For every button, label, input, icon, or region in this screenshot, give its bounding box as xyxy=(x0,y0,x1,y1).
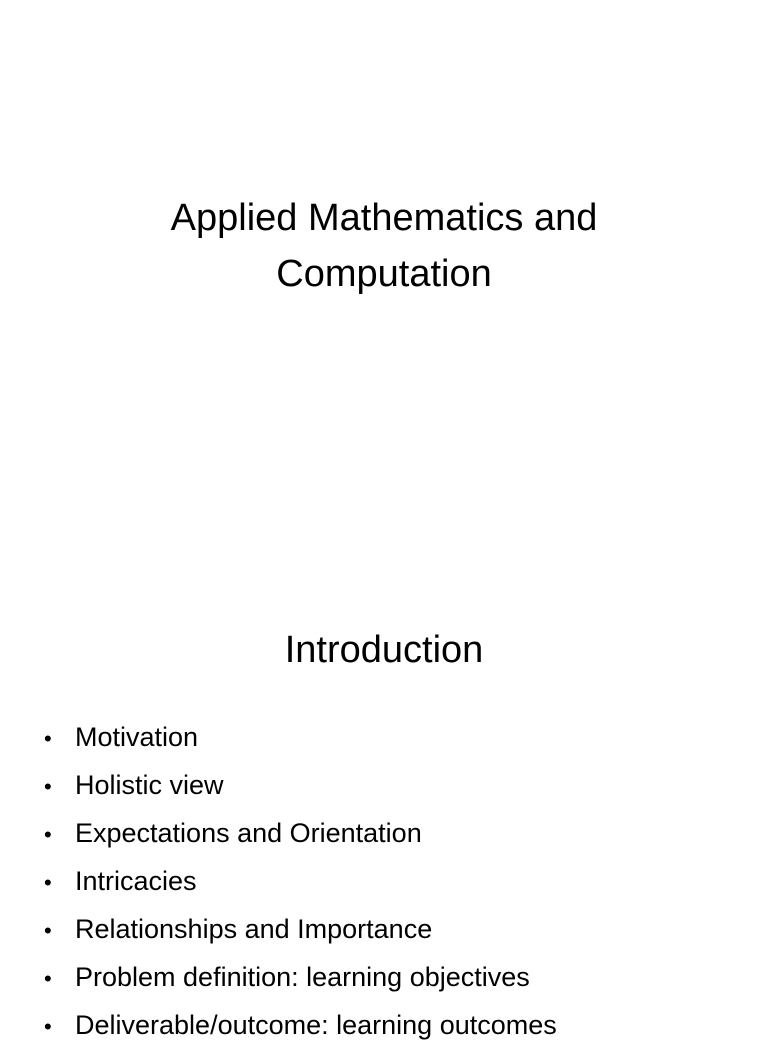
slide-title: Applied Mathematics and Computation xyxy=(170,197,598,295)
bullet-point-icon: • xyxy=(44,966,52,991)
bullet-text: Motivation xyxy=(75,722,199,752)
bullet-text: Intricacies xyxy=(75,866,197,896)
bullet-point-icon: • xyxy=(44,774,52,799)
bullet-item xyxy=(44,954,557,1002)
bullet-text: Relationships and Importance xyxy=(75,914,433,944)
bullet-item xyxy=(44,762,557,810)
bullet-point-icon: • xyxy=(44,870,52,895)
bullet-text: Problem definition: learning objectives xyxy=(75,962,530,992)
bullet-item xyxy=(44,714,557,762)
bullet-point-icon: • xyxy=(44,1014,52,1039)
bullet-item xyxy=(44,1002,557,1050)
bullet-point-icon: • xyxy=(44,822,52,847)
bullet-text: Deliverable/outcome: learning outcomes xyxy=(75,1010,557,1040)
bullet-text: Expectations and Orientation xyxy=(75,818,422,848)
bullet-item xyxy=(44,810,557,858)
bullet-point-icon: • xyxy=(44,918,52,943)
bullet-item xyxy=(44,906,557,954)
bullet-item xyxy=(44,858,557,906)
bullet-point-icon: • xyxy=(44,726,52,751)
slide-title: Introduction xyxy=(284,629,484,671)
bullet-list xyxy=(44,714,557,1050)
bullet-text: Holistic view xyxy=(75,770,224,800)
introduction-slide xyxy=(0,576,768,1040)
